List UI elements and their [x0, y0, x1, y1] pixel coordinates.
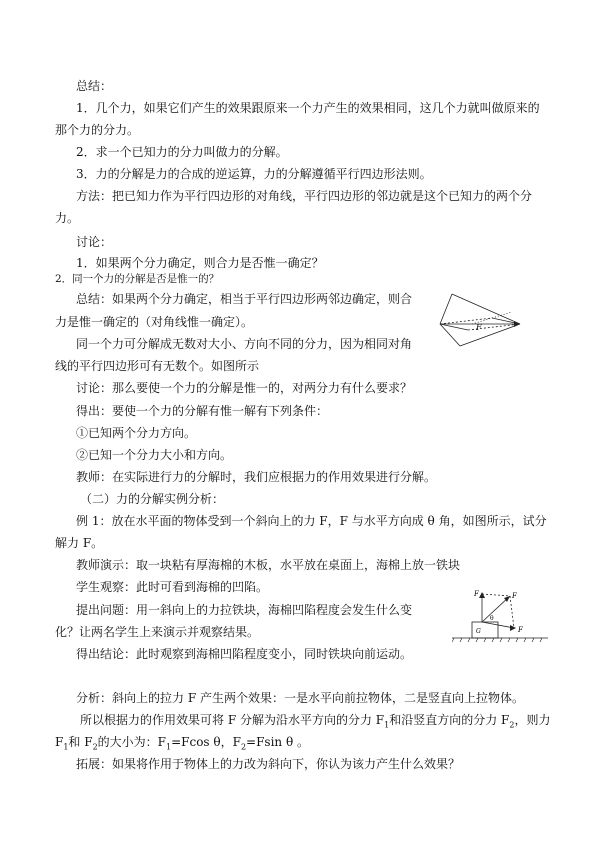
- same-force: 同一个力可分解成无数对大小、方向不同的分力，因为相同对角: [76, 337, 413, 351]
- decomposition-line: 所以根据力的作用效果可将 F 分解为沿水平方向的分力 $F_1$和沿竖直方向的分力 $F_2$，则力: [80, 713, 551, 730]
- method-cont: 力。: [55, 211, 80, 225]
- discussion-2: 讨论：那么要使一个力的分解是惟一的，对两分力有什么要求？: [76, 381, 413, 395]
- summary-heading: 总结：: [76, 79, 113, 93]
- discussion-heading: 讨论：: [76, 235, 113, 249]
- block-angle-label: θ: [490, 615, 494, 622]
- parallelogram-force-label: F: [476, 323, 482, 332]
- magnitude-line: $F_1$和 $F_2$的大小为：$F_1=Fcos$ θ，$F_2=Fsin$ θ 。: [55, 735, 310, 752]
- conclusion: 得出：要使一个力的分解有惟一解有下列条件：: [76, 404, 329, 418]
- analysis: 分析：斜向上的拉力 F 产生两个效果：一是水平向前拉物体，二是竖直向上拉物体。: [76, 691, 524, 705]
- extension: 拓展：如果将作用于物体上的力改为斜向下，你认为该力产生什么效果？: [76, 757, 461, 771]
- block-force-1-label: F: [518, 626, 523, 634]
- student-observe: 学生观察：此时可看到海棉的凹陷。: [76, 580, 269, 594]
- discussion-q2: 2．同一个力的分解是否是惟一的？: [55, 273, 220, 285]
- block-force-figure: [452, 588, 552, 650]
- point-2: 2．求一个已知力的分力叫做力的分解。: [76, 145, 288, 159]
- example-1-cont: 解力 F。: [55, 536, 104, 550]
- block-force-2-label: F: [474, 590, 479, 598]
- parallelogram-figure: [432, 290, 532, 352]
- point-1: 1．几个力，如果它们产生的效果跟原来一个力产生的效果相同，这几个力就叫做原来的: [76, 101, 540, 115]
- teacher-note: 教师：在实际进行力的分解时，我们应根据力的作用效果进行分解。: [76, 470, 437, 484]
- section-heading: （二）力的分解实例分析：: [80, 492, 225, 506]
- point-3: 3．力的分解是力的合成的逆运算，力的分解遵循平行四边形法则。: [76, 167, 432, 181]
- point-1-cont: 那个力的分力。: [55, 123, 140, 137]
- teacher-demo: 教师演示：取一块粘有厚海棉的木板，水平放在桌面上，海棉上放一铁块: [76, 558, 461, 572]
- same-force-cont: 线的平行四边形可有无数个。如图所示: [55, 359, 260, 373]
- block-force-label: F: [512, 592, 517, 600]
- question: 提出问题：用一斜向上的力拉铁块，海棉凹陷程度会发生什么变: [76, 603, 413, 617]
- example-1: 例 1：放在水平面的物体受到一个斜向上的力 F，F 与水平方向成 θ 角，如图所示，试分: [76, 514, 547, 528]
- result: 得出结论：此时观察到海棉凹陷程度变小，同时铁块向前运动。: [76, 647, 413, 661]
- summary-2-cont: 力是惟一确定的（对角线惟一确定）。: [55, 315, 254, 329]
- discussion-q1: 1．如果两个分力确定，则合力是否惟一确定？: [76, 256, 324, 270]
- method: 方法：把已知力作为平行四边形的对角线，平行四边形的邻边就是这个已知力的两个分: [76, 189, 533, 203]
- question-cont: 化？让两名学生上来演示并观察结果。: [55, 625, 260, 639]
- condition-2: ②已知一个分力大小和方向。: [76, 448, 233, 462]
- summary-2: 总结：如果两个分力确定，相当于平行四边形两邻边确定，则合: [76, 292, 413, 306]
- block-mass-label: G: [476, 628, 481, 635]
- condition-1: ①已知两个分力方向。: [76, 426, 197, 440]
